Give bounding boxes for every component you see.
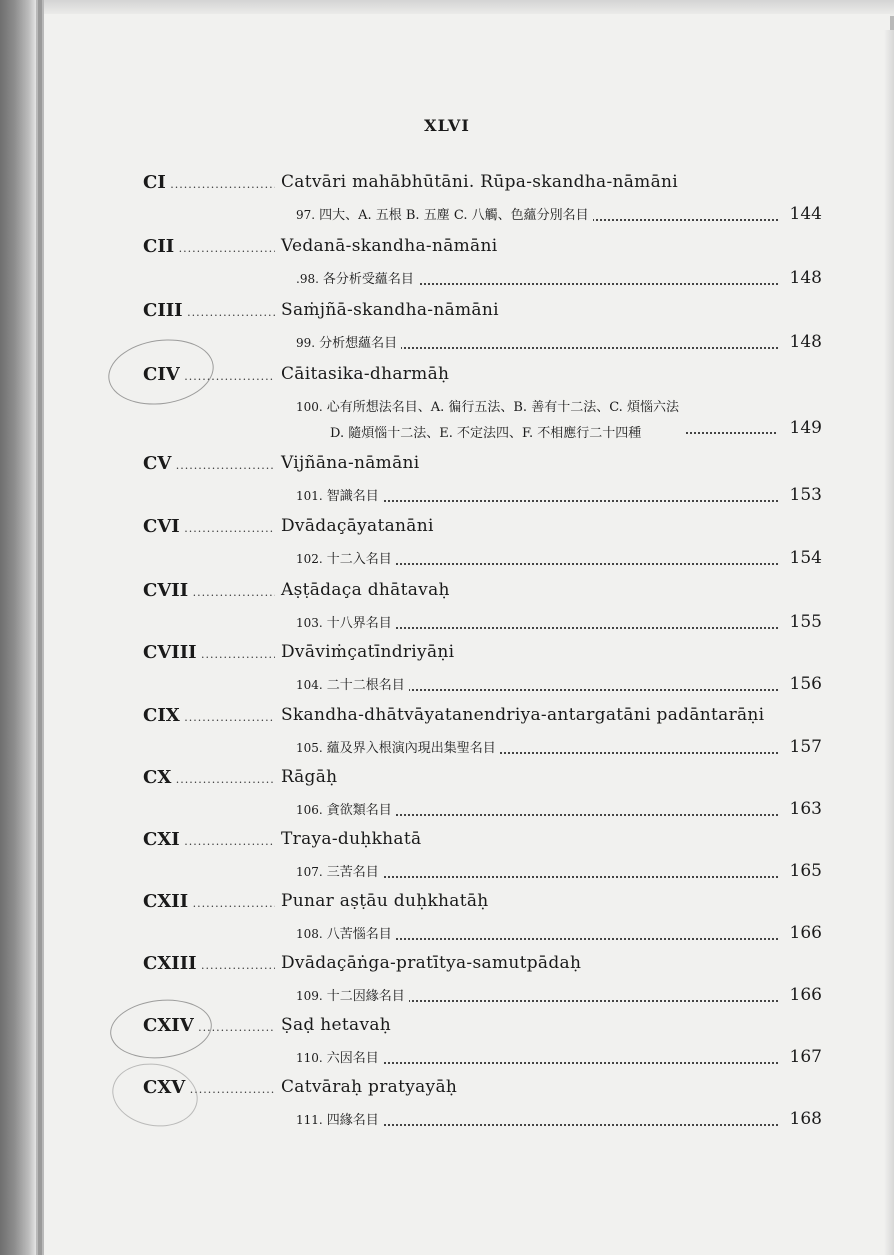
entry-roman: CXI ..... (143, 829, 275, 850)
entry-title: Aṣṭādaça dhātavaḥ (281, 580, 450, 600)
entry-title: Cāitasika-dharmāḥ (281, 364, 450, 384)
dot-leader (686, 432, 776, 434)
entry-number: 100. (296, 400, 323, 414)
entry-chinese: 六因名目 (326, 1051, 379, 1066)
entry-number: 104. (296, 678, 323, 692)
entry-sub (296, 268, 822, 290)
entry-title: Rāgāḥ (281, 767, 338, 787)
entry-roman: CXII ..... (143, 891, 275, 912)
entry-roman: CIX ..... (143, 705, 275, 726)
entry-page: 167 (789, 1047, 822, 1067)
entry-title: Vijñāna-nāmāni (281, 453, 420, 473)
entry-title: Traya-duḥkhatā (281, 829, 422, 849)
entry-chinese: 十八界名目 (326, 616, 392, 631)
entry-number: 106. (296, 803, 323, 817)
entry-page: 149 (789, 418, 822, 438)
entry-title: Dvādaçāṅga-pratītya-samutpādaḥ (281, 953, 582, 973)
entry-number: 103. (296, 616, 323, 630)
entry-title: Catvāri mahābhūtāni. Rūpa-skandha-nāmāni (281, 172, 679, 192)
entry-roman: CII ..... (143, 236, 275, 257)
entry-sub (296, 985, 822, 1007)
entry-title: Punar aṣṭāu duḥkhatāḥ (281, 891, 489, 911)
entry-roman: CVI ..... (143, 516, 275, 537)
entry-page: 154 (789, 548, 822, 568)
entry-roman: CIV ..... (143, 364, 275, 385)
entry-sub (296, 548, 822, 570)
entry-chinese: 二十二根名目 (326, 678, 405, 693)
entry-title: Catvāraḥ pratyayāḥ (281, 1077, 458, 1097)
entry-page: 148 (789, 332, 822, 352)
entry-sub (296, 799, 822, 821)
entry-sub (296, 485, 822, 507)
entry-roman: CXIII ..... (143, 953, 275, 974)
entry-title: Ṣaḍ hetavaḥ (281, 1015, 392, 1035)
entry-number: 97. (296, 208, 316, 222)
entry-number: 102. (296, 552, 323, 566)
entry-sub (296, 396, 822, 446)
scan-binding-line (38, 0, 42, 1255)
entry-page: 165 (789, 861, 822, 881)
entry-page: 163 (789, 799, 822, 819)
entry-chinese: 智識名目 (326, 489, 379, 504)
entry-page: 166 (789, 985, 822, 1005)
entry-number: 101. (296, 489, 323, 503)
entry-chinese: 十二因緣名目 (326, 989, 405, 1004)
entry-roman: CVII ..... (143, 580, 275, 601)
entry-roman: CIII ..... (143, 300, 275, 321)
entry-sub (296, 332, 822, 354)
entry-roman: CV ..... (143, 453, 275, 474)
entry-page: 148 (789, 268, 822, 288)
entry-roman: CI ..... (143, 172, 275, 193)
entry-chinese: 貪欲類名目 (326, 803, 392, 818)
entry-page: 155 (789, 612, 822, 632)
entry-chinese: 心有所想法名目、A. 徧行五法、B. 善有十二法、C. 煩惱六法 (326, 400, 679, 415)
page-header: XLVI (424, 116, 470, 135)
entry-chinese: 八苦惱名目 (326, 927, 392, 942)
entry-roman: CX ..... (143, 767, 275, 788)
entry-number: 105. (296, 741, 323, 755)
entry-sub (296, 1109, 822, 1131)
entry-sub (296, 737, 822, 759)
entry-number: 111. (296, 1113, 323, 1127)
entry-sub (296, 861, 822, 883)
entry-sub (296, 923, 822, 945)
entry-page: 166 (789, 923, 822, 943)
entry-chinese: 十二入名目 (326, 552, 392, 567)
entry-chinese: 四大、A. 五根 B. 五塵 C. 八觸、色蘊分別名目 (319, 208, 589, 223)
entry-chinese: 蘊及界入根演內現出集聖名目 (326, 741, 496, 756)
entry-sub (296, 1047, 822, 1069)
entry-number: .98. (296, 272, 319, 286)
entry-chinese: 三苦名目 (326, 865, 379, 880)
entry-sub (296, 612, 822, 634)
entry-title: Dvāviṁçatīndriyāṇi (281, 642, 455, 662)
entry-chinese-continued: D. 隨煩惱十二法、E. 不定法四、F. 不相應行二十四種 (330, 426, 642, 441)
entry-title: Skandha-dhātvāyatanendriya-antargatāni padāntarāṇi (281, 705, 765, 725)
entry-number: 108. (296, 927, 323, 941)
entry-number: 110. (296, 1051, 323, 1065)
entry-roman: CXV ..... (143, 1077, 275, 1098)
entry-sub (296, 204, 822, 226)
entry-page: 153 (789, 485, 822, 505)
entry-chinese: 四緣名目 (326, 1113, 379, 1128)
entry-page: 144 (789, 204, 822, 224)
scan-right-edge (884, 30, 894, 1255)
entry-roman: CVIII ..... (143, 642, 275, 663)
entry-number: 107. (296, 865, 323, 879)
entry-page: 168 (789, 1109, 822, 1129)
entry-page: 157 (789, 737, 822, 757)
entry-page: 156 (789, 674, 822, 694)
entry-title: Dvādaçāyatanāni (281, 516, 434, 536)
entry-sub (296, 674, 822, 696)
entry-chinese: 各分析受蘊名目 (322, 272, 414, 287)
entry-chinese: 分析想蘊名目 (319, 336, 398, 351)
entry-title: Vedanā-skandha-nāmāni (281, 236, 498, 256)
entry-roman: CXIV ..... (143, 1015, 275, 1036)
entry-title: Saṁjñā-skandha-nāmāni (281, 300, 499, 320)
entry-number: 99. (296, 336, 316, 350)
entry-number: 109. (296, 989, 323, 1003)
scan-left-edge (0, 0, 36, 1255)
